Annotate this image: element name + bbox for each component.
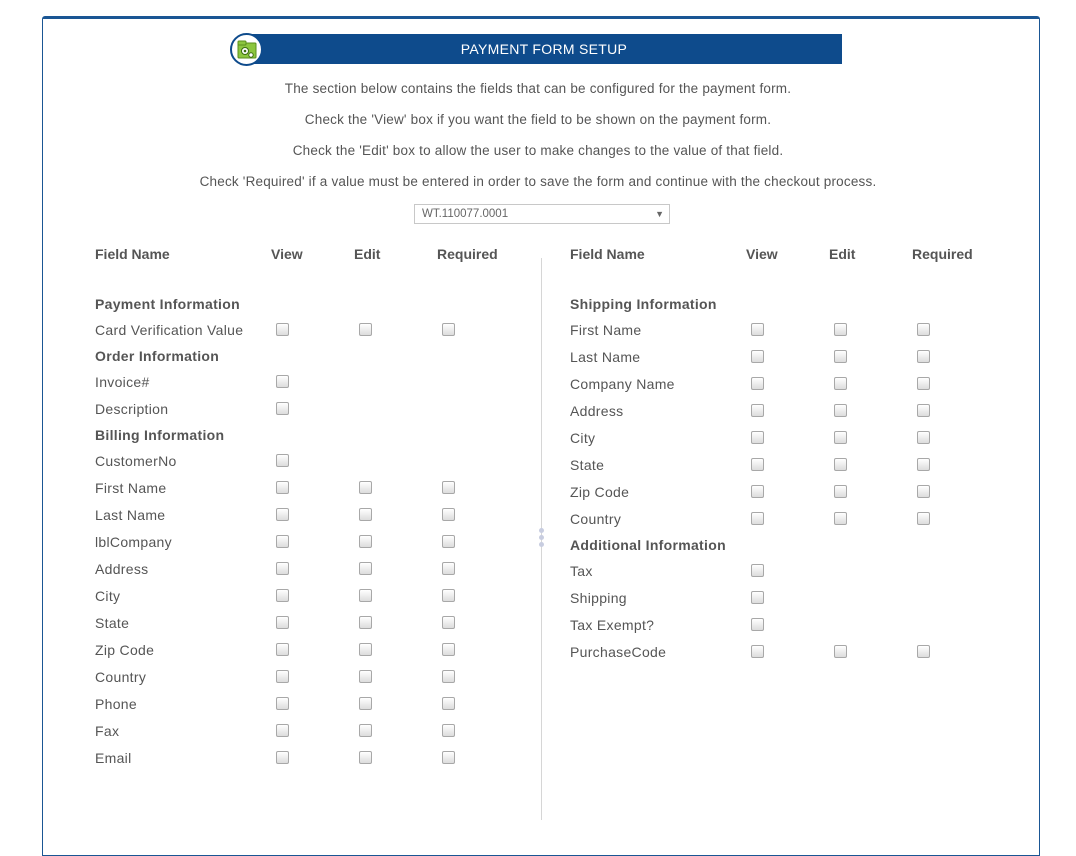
intro-line-4: Check 'Required' if a value must be entered in order to save the form and continue with the checkout process.: [199, 174, 877, 189]
billing-state-edit-checkbox[interactable]: [359, 616, 372, 629]
billing-state-required-checkbox[interactable]: [442, 616, 455, 629]
left-header-field-name: Field Name: [95, 246, 170, 262]
customerno-view-checkbox[interactable]: [276, 454, 289, 467]
left-header-view: View: [271, 246, 303, 262]
billing-address-edit-checkbox[interactable]: [359, 562, 372, 575]
billing-last-name-edit-checkbox[interactable]: [359, 508, 372, 521]
field-label-billing-phone: Phone: [95, 696, 137, 712]
panel-title-bar: [246, 34, 842, 64]
billing-last-name-view-checkbox[interactable]: [276, 508, 289, 521]
billing-phone-edit-checkbox[interactable]: [359, 697, 372, 710]
shipping-first-name-edit-checkbox[interactable]: [834, 323, 847, 336]
tax-exempt-view-checkbox[interactable]: [751, 618, 764, 631]
shipping-country-edit-checkbox[interactable]: [834, 512, 847, 525]
intro-line-3: Check the 'Edit' box to allow the user to make changes to the value of that field.: [292, 143, 784, 158]
shipping-city-view-checkbox[interactable]: [751, 431, 764, 444]
field-label-billing-last-name: Last Name: [95, 507, 166, 523]
tax-view-checkbox[interactable]: [751, 564, 764, 577]
field-label-billing-address: Address: [95, 561, 149, 577]
field-label-shipping-company-name: Company Name: [570, 376, 675, 392]
dropdown-arrow-icon: ▼: [655, 209, 664, 219]
billing-fax-edit-checkbox[interactable]: [359, 724, 372, 737]
shipping-state-required-checkbox[interactable]: [917, 458, 930, 471]
shipping-address-edit-checkbox[interactable]: [834, 404, 847, 417]
right-header-edit: Edit: [829, 246, 856, 262]
field-label-billing-email: Email: [95, 750, 132, 766]
section-payment-information: Payment Information: [95, 296, 240, 312]
billing-email-required-checkbox[interactable]: [442, 751, 455, 764]
field-label-purchase-code: PurchaseCode: [570, 644, 667, 660]
field-label-billing-country: Country: [95, 669, 147, 685]
left-header-edit: Edit: [354, 246, 381, 262]
shipping-country-required-checkbox[interactable]: [917, 512, 930, 525]
merchant-account-value: WT.110077.0001: [422, 208, 509, 220]
panel-title: PAYMENT FORM SETUP: [460, 41, 628, 57]
billing-state-view-checkbox[interactable]: [276, 616, 289, 629]
purchase-code-view-checkbox[interactable]: [751, 645, 764, 658]
field-label-billing-state: State: [95, 615, 130, 631]
billing-first-name-edit-checkbox[interactable]: [359, 481, 372, 494]
billing-company-required-checkbox[interactable]: [442, 535, 455, 548]
field-label-shipping-last-name: Last Name: [570, 349, 641, 365]
invoice-view-checkbox[interactable]: [276, 375, 289, 388]
billing-city-edit-checkbox[interactable]: [359, 589, 372, 602]
description-view-checkbox[interactable]: [276, 402, 289, 415]
shipping-zip-required-checkbox[interactable]: [917, 485, 930, 498]
section-billing-information: Billing Information: [95, 427, 225, 443]
shipping-country-view-checkbox[interactable]: [751, 512, 764, 525]
billing-address-view-checkbox[interactable]: [276, 562, 289, 575]
field-label-shipping-country: Country: [570, 511, 622, 527]
billing-first-name-view-checkbox[interactable]: [276, 481, 289, 494]
shipping-state-edit-checkbox[interactable]: [834, 458, 847, 471]
right-header-field-name: Field Name: [570, 246, 645, 262]
shipping-zip-edit-checkbox[interactable]: [834, 485, 847, 498]
billing-email-edit-checkbox[interactable]: [359, 751, 372, 764]
field-label-card-verification-value: Card Verification Value: [95, 322, 244, 338]
field-label-shipping-zip-code: Zip Code: [570, 484, 630, 500]
billing-country-view-checkbox[interactable]: [276, 670, 289, 683]
purchase-code-edit-checkbox[interactable]: [834, 645, 847, 658]
shipping-address-view-checkbox[interactable]: [751, 404, 764, 417]
cvv-required-checkbox[interactable]: [442, 323, 455, 336]
intro-line-2: Check the 'View' box if you want the field to be shown on the payment form.: [304, 112, 772, 127]
field-label-customerno: CustomerNo: [95, 453, 177, 469]
billing-zip-edit-checkbox[interactable]: [359, 643, 372, 656]
intro-line-1: The section below contains the fields that can be configured for the payment form.: [284, 81, 792, 96]
shipping-last-name-required-checkbox[interactable]: [917, 350, 930, 363]
field-label-billing-zip-code: Zip Code: [95, 642, 155, 658]
field-label-billing-fax: Fax: [95, 723, 120, 739]
resize-handle-icon[interactable]: [538, 528, 546, 552]
billing-city-required-checkbox[interactable]: [442, 589, 455, 602]
shipping-address-required-checkbox[interactable]: [917, 404, 930, 417]
field-label-description: Description: [95, 401, 169, 417]
billing-country-edit-checkbox[interactable]: [359, 670, 372, 683]
merchant-account-select[interactable]: [414, 204, 670, 224]
field-label-billing-city: City: [95, 588, 121, 604]
shipping-zip-view-checkbox[interactable]: [751, 485, 764, 498]
field-label-shipping-address: Address: [570, 403, 624, 419]
shipping-company-required-checkbox[interactable]: [917, 377, 930, 390]
billing-fax-required-checkbox[interactable]: [442, 724, 455, 737]
cvv-edit-checkbox[interactable]: [359, 323, 372, 336]
billing-last-name-required-checkbox[interactable]: [442, 508, 455, 521]
billing-city-view-checkbox[interactable]: [276, 589, 289, 602]
shipping-first-name-required-checkbox[interactable]: [917, 323, 930, 336]
billing-zip-view-checkbox[interactable]: [276, 643, 289, 656]
billing-email-view-checkbox[interactable]: [276, 751, 289, 764]
billing-company-edit-checkbox[interactable]: [359, 535, 372, 548]
field-label-shipping-first-name: First Name: [570, 322, 642, 338]
shipping-city-edit-checkbox[interactable]: [834, 431, 847, 444]
billing-zip-required-checkbox[interactable]: [442, 643, 455, 656]
billing-phone-view-checkbox[interactable]: [276, 697, 289, 710]
purchase-code-required-checkbox[interactable]: [917, 645, 930, 658]
right-header-required: Required: [912, 246, 973, 262]
billing-first-name-required-checkbox[interactable]: [442, 481, 455, 494]
field-label-invoice: Invoice#: [95, 374, 150, 390]
shipping-amount-view-checkbox[interactable]: [751, 591, 764, 604]
left-header-required: Required: [437, 246, 498, 262]
settings-folder-icon: [230, 33, 263, 66]
billing-company-view-checkbox[interactable]: [276, 535, 289, 548]
billing-phone-required-checkbox[interactable]: [442, 697, 455, 710]
right-header-view: View: [746, 246, 778, 262]
shipping-first-name-view-checkbox[interactable]: [751, 323, 764, 336]
field-label-tax-exempt: Tax Exempt?: [570, 617, 655, 633]
shipping-state-view-checkbox[interactable]: [751, 458, 764, 471]
cvv-view-checkbox[interactable]: [276, 323, 289, 336]
billing-address-required-checkbox[interactable]: [442, 562, 455, 575]
field-label-billing-first-name: First Name: [95, 480, 167, 496]
field-label-tax: Tax: [570, 563, 593, 579]
shipping-company-view-checkbox[interactable]: [751, 377, 764, 390]
section-order-information: Order Information: [95, 348, 220, 364]
field-label-billing-company: lblCompany: [95, 534, 172, 550]
field-label-shipping-state: State: [570, 457, 605, 473]
billing-country-required-checkbox[interactable]: [442, 670, 455, 683]
section-additional-information: Additional Information: [570, 537, 726, 553]
shipping-company-edit-checkbox[interactable]: [834, 377, 847, 390]
shipping-city-required-checkbox[interactable]: [917, 431, 930, 444]
section-shipping-information: Shipping Information: [570, 296, 717, 312]
shipping-last-name-view-checkbox[interactable]: [751, 350, 764, 363]
field-label-shipping-amount: Shipping: [570, 590, 627, 606]
field-label-shipping-city: City: [570, 430, 596, 446]
shipping-last-name-edit-checkbox[interactable]: [834, 350, 847, 363]
billing-fax-view-checkbox[interactable]: [276, 724, 289, 737]
